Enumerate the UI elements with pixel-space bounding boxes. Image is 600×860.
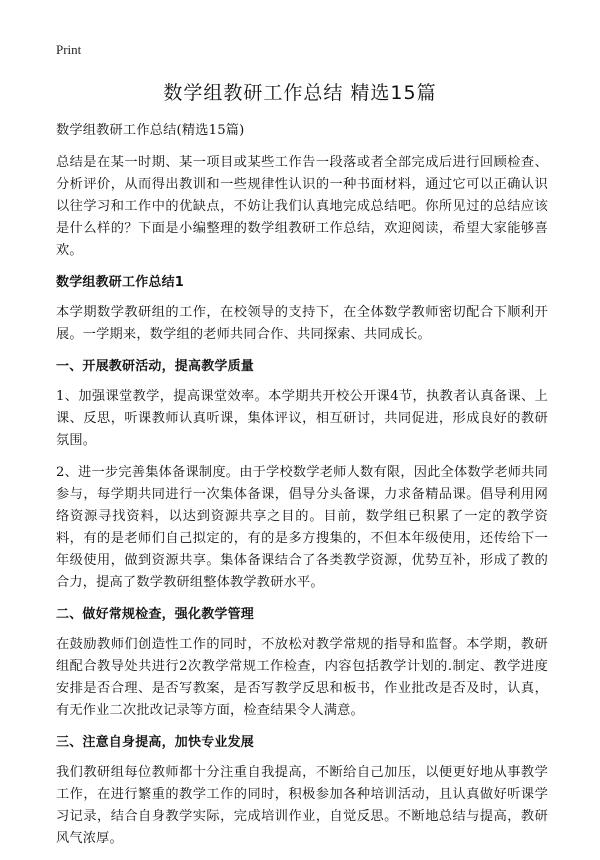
paragraph-collective-prep: 2、进一步完善集体备课制度。由于学校数学老师人数有限，因此全体数学老师共同参与，每学期共同进行一次集体备课，倡导分头备课，力求备精品课。倡导利用网络资源寻找资料，以达到资源共享之目的。目前，数学组已积累了一定的教学资料，有的是老师们自己拟定的，有的是多方搜集的，不但本年级使用，还传给下一年级使用，做到资源共享。集体备课结合了各类教学资源，优势互补，形成了教的合力，提高了数学教研组整体教学教研水平。	[56, 465, 548, 590]
subheading-self-improvement: 三、注意自身提高，加快专业发展	[56, 735, 255, 750]
page-title: 数学组教研工作总结 精选15篇	[163, 82, 437, 104]
document-subtitle: 数学组教研工作总结(精选15篇)	[56, 123, 245, 138]
intro-paragraph: 总结是在某一时期、某一项目或某些工作告一段落或者全部完成后进行回顾检查、分析评价，从而得出教训和一些规律性认识的一种书面材料，通过它可以正确认识以往学习和工作中的优缺点，不妨让我们认真地完成总结吧。你所见过的总结应该是什么样的？下面是小编整理的数学组教研工作总结，欢迎阅读，希望大家能够喜欢。	[56, 155, 548, 258]
print-label: Print	[56, 42, 82, 57]
subheading-routine-check: 二、做好常规检查，强化教学管理	[56, 607, 255, 622]
document-body	[56, 120, 548, 860]
paragraph-self-improvement: 我们教研组每位教师都十分注重自我提高，不断给自己加压，以便更好地从事教学工作，在进行繁重的教学工作的同时，积极参加各种培训活动，且认真做好听课学习记录，结合自身教学实际，完成培训作业，自觉反思。不断地总结与提高，教研风气浓厚。	[56, 765, 548, 846]
paragraph-classroom-teaching: 1、加强课堂教学，提高课堂效率。本学期共开校公开课4节，执教者认真备课、上课、反思，听课教师认真听课，集体评议，相互研讨，共同促进，形成良好的教研氛围。	[56, 389, 548, 448]
section-intro-paragraph: 本学期数学教研组的工作，在校领导的支持下，在全体数学教师密切配合下顺利开展。一学期来，数学组的老师共同合作、共同探索、共同成长。	[56, 305, 548, 342]
subheading-teaching-research: 一、开展教研活动，提高教学质量	[56, 359, 255, 374]
paragraph-routine-check: 在鼓励教师们创造性工作的同时，不放松对教学常规的指导和监督。本学期，教研组配合教导处共进行2次教学常规工作检查，内容包括教学计划的.制定、教学进度安排是否合理、是否写教案，是否写教学反思和板书，作业批改是否及时，认真，有无作业二次批改记录等方面，检查结果令人满意。	[56, 637, 548, 718]
section-heading: 数学组教研工作总结1	[56, 275, 185, 290]
